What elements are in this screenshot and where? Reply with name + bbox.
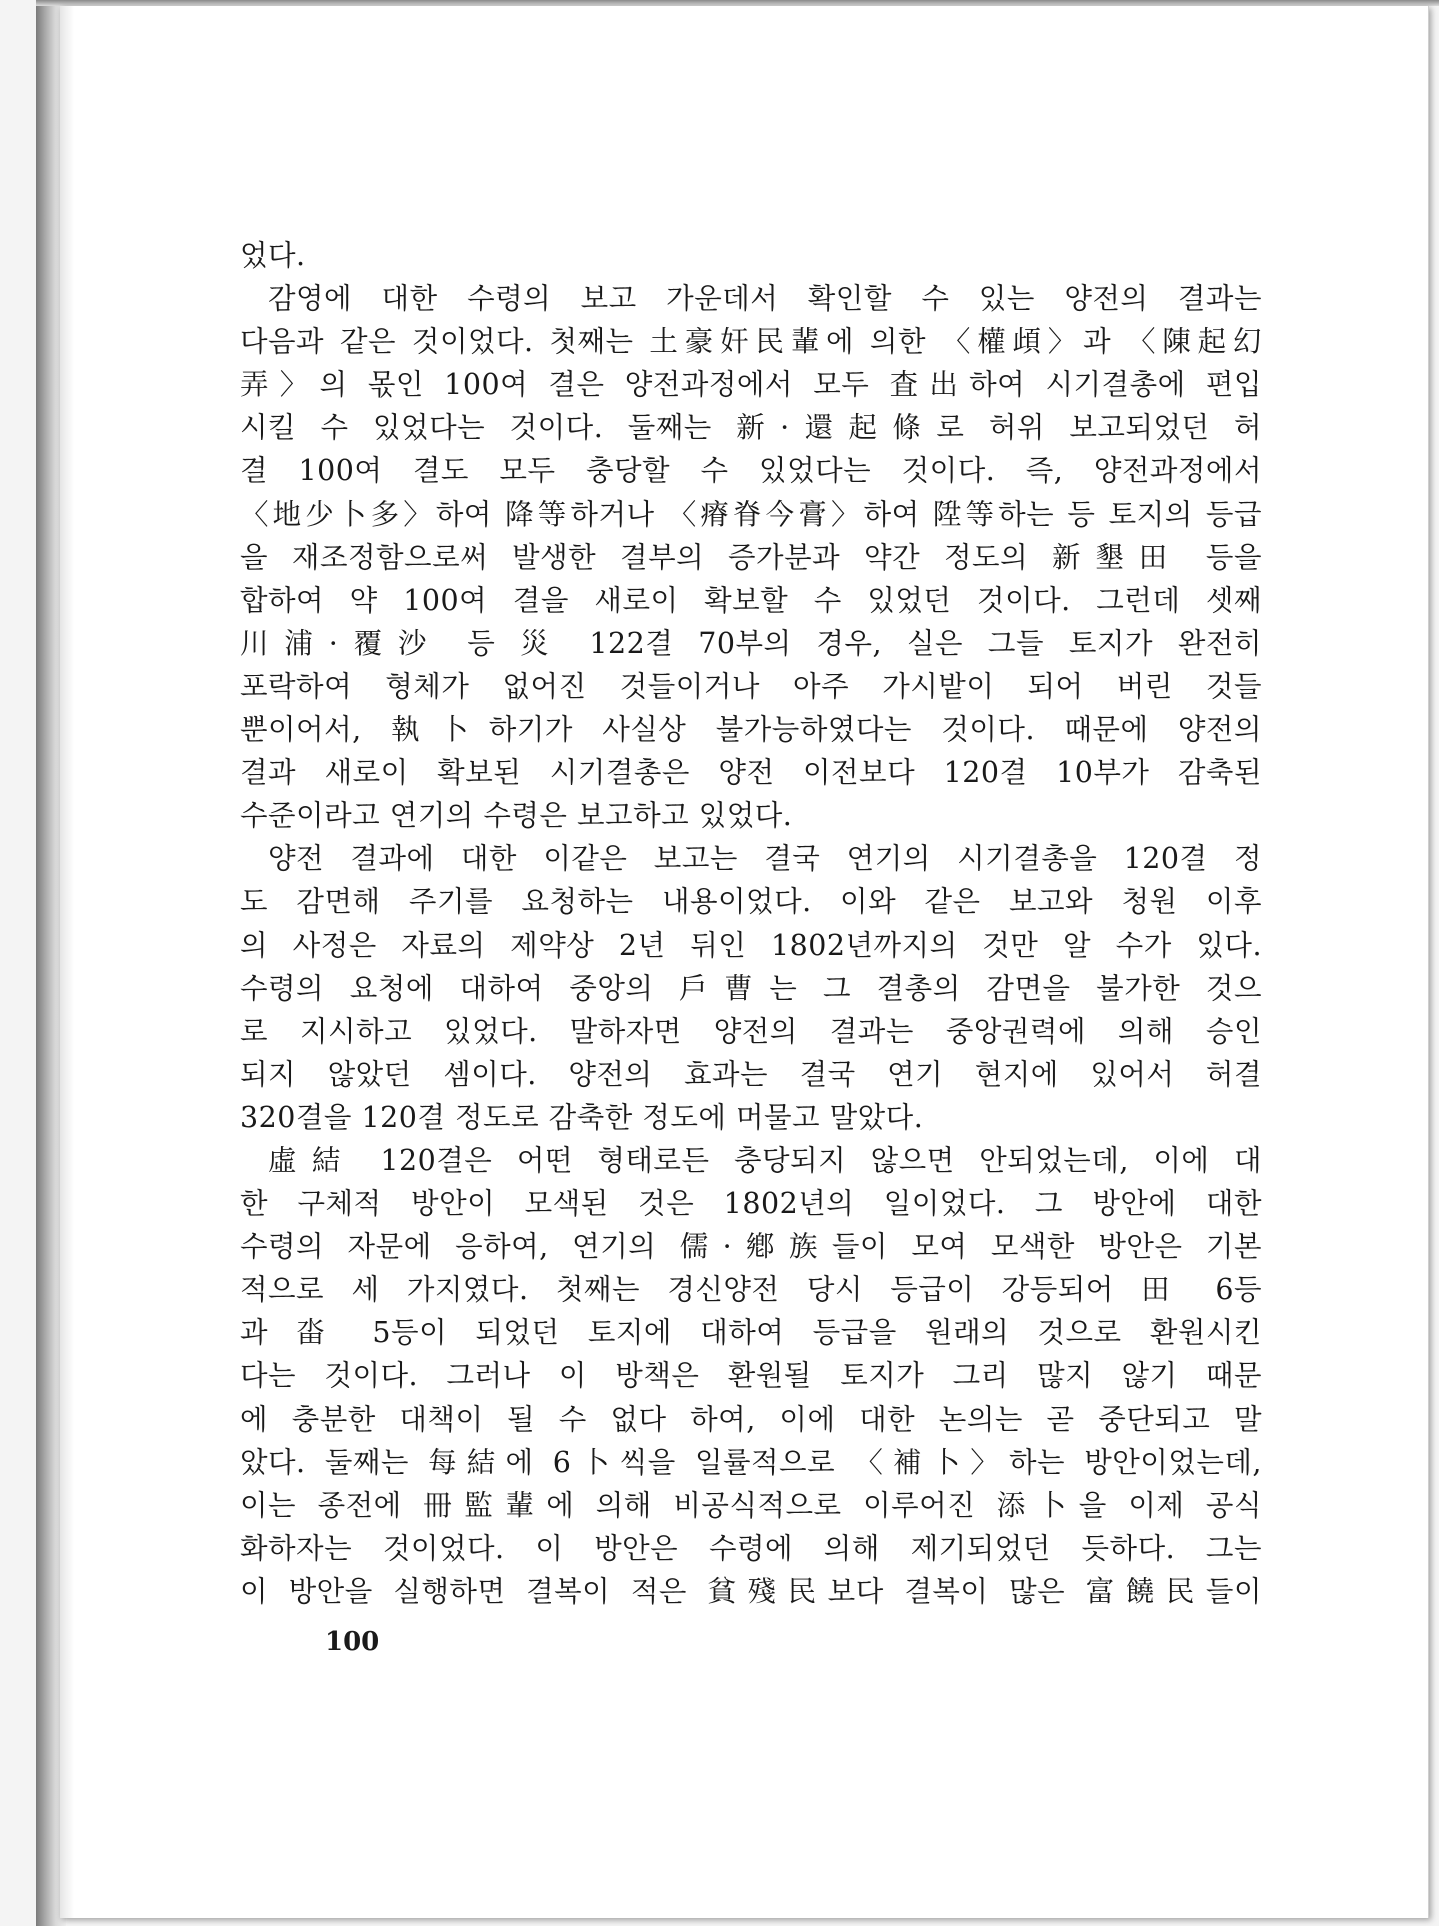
text-line: 결 100여 결도 모두 충당할 수 있었다는 것이다. 즉, 양전과정에서	[240, 454, 1262, 488]
text-line: 〈地少卜多〉하여 降等하거나 〈瘠脊今膏〉하여 陞等하는 등 토지의 등급	[240, 497, 1262, 531]
text-line: 320결을 120결 정도로 감축한 정도에 머물고 말았다.	[240, 1100, 924, 1134]
text-line: 었다.	[240, 239, 306, 272]
text-line: 뿐이어서, 執卜하기가 사실상 불가능하였다는 것이다. 때문에 양전의	[240, 713, 1262, 747]
text-line: 다음과 같은 것이었다. 첫째는 土豪奸民輩에 의한 〈權頉〉과 〈陳起幻	[240, 325, 1262, 359]
text-line: 弄〉의 몫인 100여 결은 양전과정에서 모두 査出하여 시기결총에 편입	[240, 368, 1262, 402]
page-body	[240, 234, 1262, 1613]
text-line: 을 재조정함으로써 발생한 결부의 증가분과 약간 정도의 新墾田 등을	[240, 540, 1262, 574]
page-gutter-shade	[60, 6, 74, 1918]
text-line: 한 구체적 방안이 모색된 것은 1802년의 일이었다. 그 방안에 대한	[240, 1187, 1262, 1221]
text-line: 虛結 120결은 어떤 형태로든 충당되지 않으면 안되었는데, 이에 대	[268, 1143, 1262, 1177]
text-line: 결과 새로이 확보된 시기결총은 양전 이전보다 120결 10부가 감축된	[240, 756, 1262, 790]
text-line: 합하여 약 100여 결을 새로이 확보할 수 있었던 것이다. 그런데 셋째	[240, 583, 1262, 617]
text-line: 이 방안을 실행하면 결복이 적은 貧殘民보다 결복이 많은 富饒民들이	[240, 1574, 1262, 1608]
text-line: 시킬 수 있었다는 것이다. 둘째는 新·還起條로 허위 보고되었던 허	[240, 411, 1262, 445]
text-line: 되지 않았던 셈이다. 양전의 효과는 결국 연기 현지에 있어서 허결	[240, 1057, 1262, 1091]
text-line: 과 畓 5등이 되었던 토지에 대하여 등급을 원래의 것으로 환원시킨	[240, 1316, 1262, 1350]
text-line: 에 충분한 대책이 될 수 없다 하여, 이에 대한 논의는 곧 중단되고 말	[240, 1402, 1262, 1436]
text-line: 감영에 대한 수령의 보고 가운데서 확인할 수 있는 양전의 결과는	[268, 282, 1262, 316]
text-line: 이는 종전에 冊監輩에 의해 비공식적으로 이루어진 添卜을 이제 공식	[240, 1488, 1262, 1522]
text-line: 았다. 둘째는 每結에 6卜씩을 일률적으로 〈補卜〉하는 방안이었는데,	[240, 1445, 1262, 1479]
text-line: 적으로 세 가지였다. 첫째는 경신양전 당시 등급이 강등되어 田 6등	[240, 1273, 1262, 1307]
text-line: 포락하여 형체가 없어진 것들이거나 아주 가시밭이 되어 버린 것들	[240, 669, 1262, 703]
text-line: 川浦·覆沙 등 災 122결 70부의 경우, 실은 그들 토지가 완전히	[240, 626, 1262, 660]
text-line: 다는 것이다. 그러나 이 방책은 환원될 토지가 그리 많지 않기 때문	[240, 1359, 1262, 1393]
text-line: 도 감면해 주기를 요청하는 내용이었다. 이와 같은 보고와 청원 이후	[240, 885, 1262, 919]
page-number: 100	[325, 1627, 380, 1657]
text-line: 의 사정은 자료의 제약상 2년 뒤인 1802년까지의 것만 알 수가 있다.	[240, 928, 1262, 962]
text-line: 수령의 자문에 응하여, 연기의 儒·鄕族들이 모여 모색한 방안은 기본	[240, 1230, 1262, 1264]
text-line: 수령의 요청에 대하여 중앙의 戶曹는 그 결총의 감면을 불가한 것으	[240, 971, 1262, 1005]
text-line: 로 지시하고 있었다. 말하자면 양전의 결과는 중앙권력에 의해 승인	[240, 1014, 1262, 1048]
text-line: 수준이라고 연기의 수령은 보고하고 있었다.	[240, 799, 793, 833]
text-line: 화하자는 것이었다. 이 방안은 수령에 의해 제기되었던 듯하다. 그는	[240, 1531, 1262, 1565]
text-line: 양전 결과에 대한 이같은 보고는 결국 연기의 시기결총을 120결 정	[268, 842, 1262, 876]
